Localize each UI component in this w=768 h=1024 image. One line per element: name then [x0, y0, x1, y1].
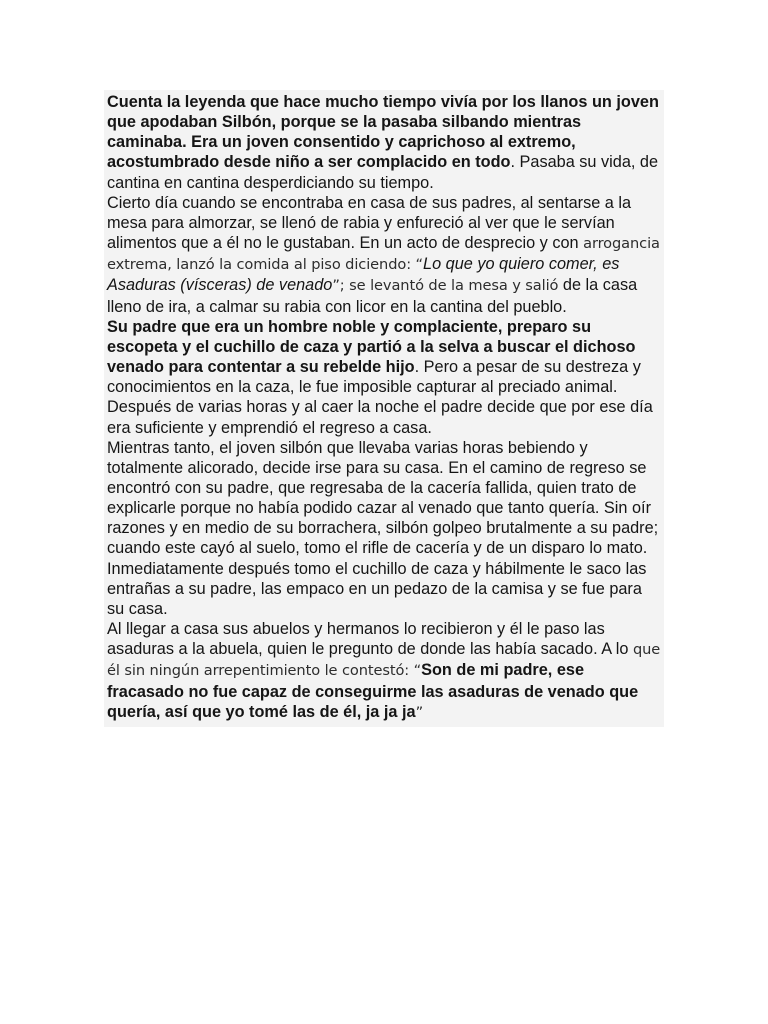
paragraph-5-part-a: Al llegar a casa sus abuelos y hermanos lo recibieron y él le paso las asaduras a la abuela, quien le pregunto de donde las había sacado. A lo: [107, 620, 629, 659]
paragraph-2-quote: Lo que yo quiero comer, es Asaduras (vísceras) de venado: [107, 255, 620, 295]
paragraph-5-part-c: ”: [415, 703, 424, 721]
paragraph-1: [107, 92, 661, 193]
paragraph-3: [107, 317, 661, 438]
paragraph-3-bold: Su padre que era un hombre noble y complaciente, preparo su escopeta y el cuchillo de caza y partió a la selva a buscar el dichoso venado para contentar a su rebelde hijo: [107, 317, 636, 377]
paragraph-5-part-b: que él sin ningún arrepentimiento le contestó: “: [107, 641, 661, 680]
paragraph-2: [107, 193, 661, 317]
paragraph-2-part-c: ”; se levantó de la mesa y salió: [332, 277, 559, 295]
paragraph-4: Mientras tanto, el joven silbón que llevaba varias horas bebiendo y totalmente alicorado, decide irse para su casa. En el camino de regreso se encontró con su padre, que regresaba de la cacería fallida, quien trato de explicarle porque no había podido cazar al venado que tanto quería. Sin oír razones y en medio de su borrachera, silbón golpeo brutalmente a su padre; cuando este cayó al suelo, tomo el rifle de cacería y de un disparo lo mato. Inmediatamente después tomo el cuchillo de caza y hábilmente le saco las entrañas a su padre, las empaco en un pedazo de la camisa y se fue para su casa.: [107, 438, 659, 618]
paragraph-1-rest: . Pasaba su vida, de cantina en cantina desperdiciando su tiempo.: [107, 153, 659, 192]
paragraph-3-rest: . Pero a pesar de su destreza y conocimientos en la caza, le fue imposible capturar al preciado animal. Después de varias horas y al caer la noche el padre decide que por ese día era suficiente y emprendió el regreso a casa.: [107, 358, 653, 437]
paragraph-2-part-b: arrogancia extrema, lanzó la comida al piso diciendo: “: [107, 235, 660, 274]
paragraph-5-bold: Son de mi padre, ese fracasado no fue capaz de conseguirme las asaduras de venado que quería, así que yo tomé las de él, ja ja ja: [107, 661, 639, 721]
paragraph-2-part-d: de la casa lleno de ira, a calmar su rabia con licor en la cantina del pueblo.: [107, 276, 638, 316]
paragraph-2-part-a: Cierto día cuando se encontraba en casa de sus padres, al sentarse a la mesa para almorzar, se llenó de rabia y enfureció al ver que le servían alimentos que a él no le gustaban. En un acto de desprecio y con: [107, 193, 632, 253]
paragraph-1-bold: Cuenta la leyenda que hace mucho tiempo vivía por los llanos un joven que apodaban Silbón, porque se la pasaba silbando mientras caminaba. Era un joven consentido y caprichoso al extremo, acostumbrado desde niño a ser complacido en todo: [107, 93, 659, 172]
story-text-block: [104, 90, 664, 727]
paragraph-5: [107, 619, 661, 723]
